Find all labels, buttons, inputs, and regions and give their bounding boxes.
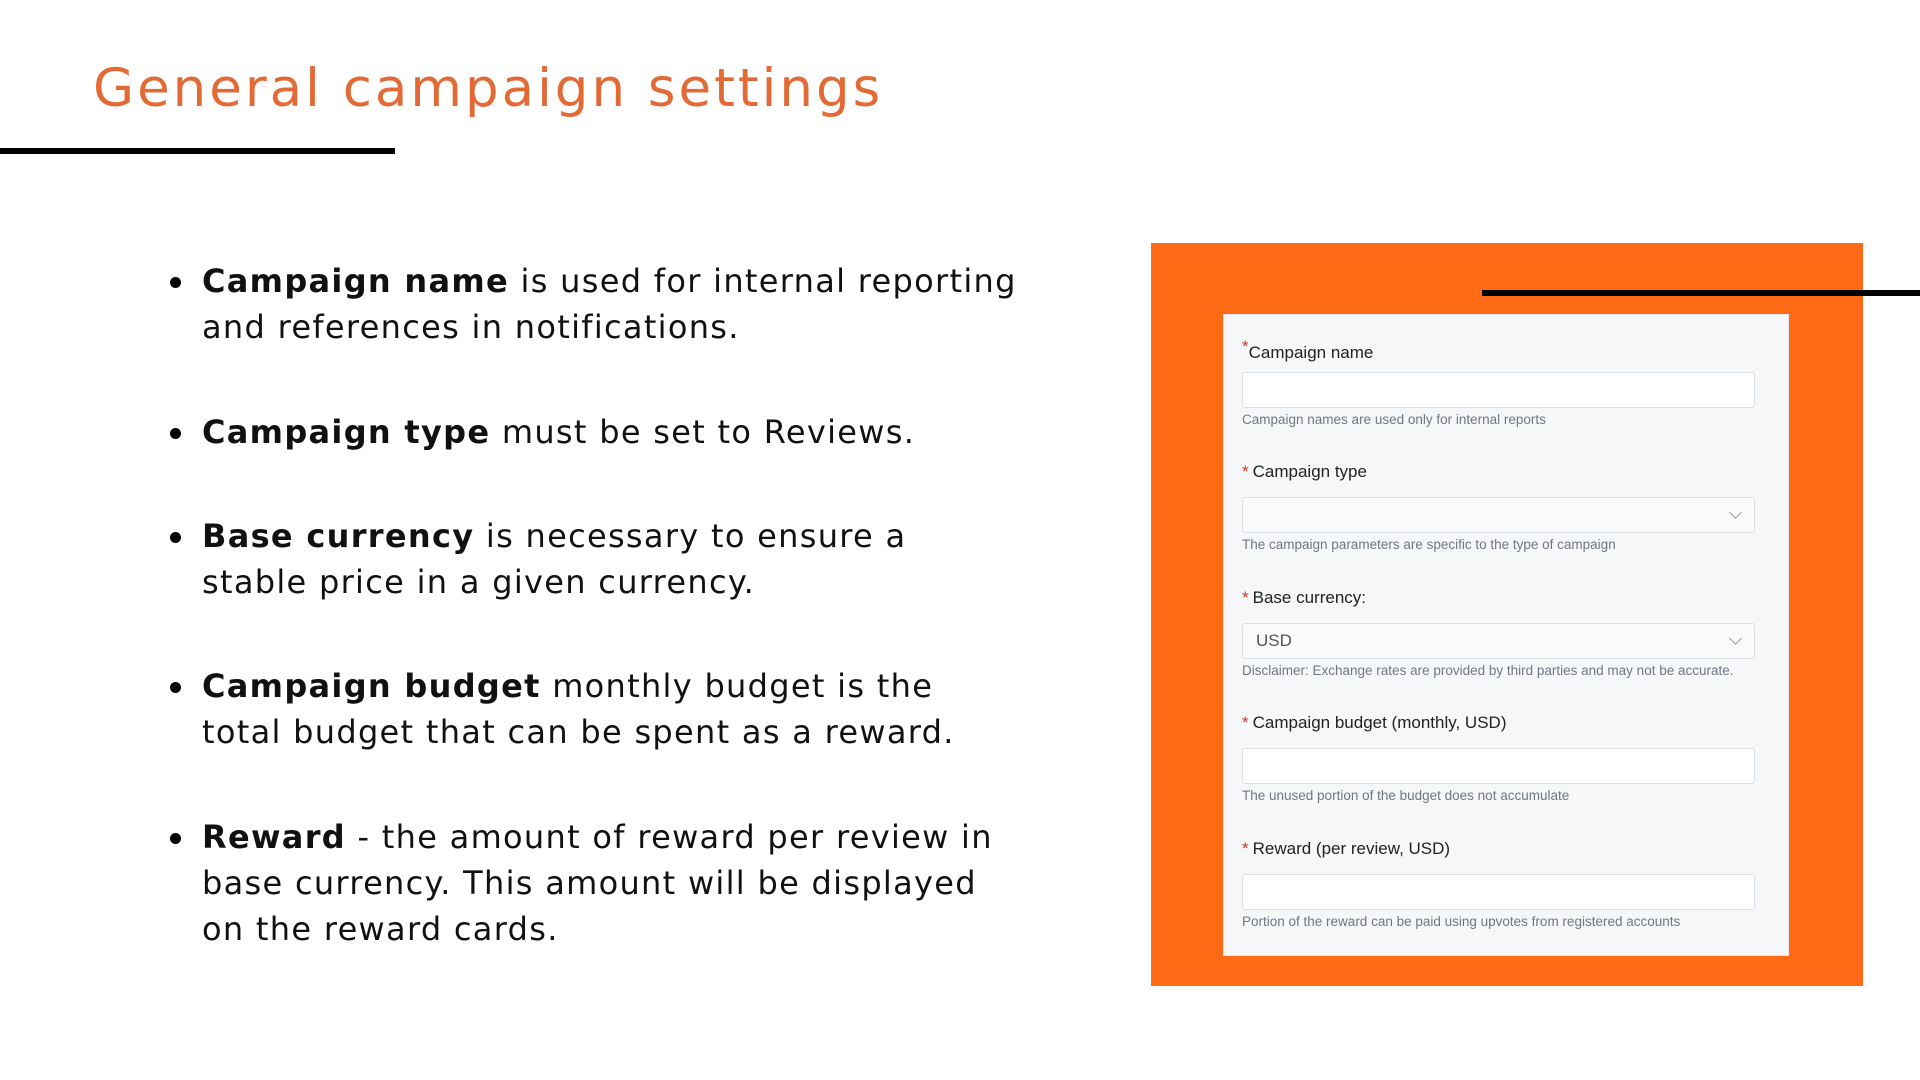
- bullet-text: is used for internal reporting and references in notifications.: [202, 262, 1017, 346]
- reward-label: Reward (per review, USD): [1252, 839, 1451, 858]
- field-label: [1242, 837, 1757, 861]
- bullet-term: Reward: [202, 818, 346, 856]
- field-base-currency: [1242, 586, 1757, 680]
- bullet-text: must be set to Reviews.: [490, 413, 916, 451]
- campaign-budget-input[interactable]: [1242, 748, 1755, 784]
- panel-accent-line: [1482, 290, 1920, 296]
- campaign-name-input[interactable]: [1242, 372, 1755, 408]
- bullet-text: is necessary to ensure a stable price in a given currency.: [202, 517, 907, 601]
- title-underline: [0, 148, 395, 154]
- required-asterisk: *: [1242, 839, 1249, 858]
- base-currency-label: Base currency:: [1252, 588, 1367, 607]
- campaign-type-label: Campaign type: [1252, 462, 1367, 481]
- field-campaign-type: [1242, 460, 1757, 554]
- bullet-term: Campaign budget: [202, 667, 541, 705]
- campaign-type-select[interactable]: [1242, 497, 1755, 533]
- base-currency-select[interactable]: [1242, 623, 1755, 659]
- bullet-reward: [170, 814, 1020, 952]
- bullet-base-currency: [170, 513, 1020, 605]
- campaign-type-help: The campaign parameters are specific to the type of campaign: [1242, 537, 1616, 552]
- base-currency-help: Disclaimer: Exchange rates are provided by third parties and may not be accurate.: [1242, 663, 1734, 678]
- field-label: [1242, 586, 1757, 610]
- bullet-campaign-name: [170, 258, 1020, 350]
- reward-help: Portion of the reward can be paid using upvotes from registered accounts: [1242, 914, 1681, 929]
- required-asterisk: *: [1242, 588, 1249, 607]
- bullet-text: monthly budget is the total budget that can be spent as a reward.: [202, 667, 955, 751]
- field-campaign-budget: [1242, 711, 1757, 805]
- bullet-campaign-type: [170, 409, 1020, 455]
- field-reward: [1242, 837, 1757, 931]
- required-asterisk: *: [1242, 462, 1249, 481]
- bullet-campaign-budget: [170, 663, 1020, 755]
- campaign-budget-help: The unused portion of the budget does not accumulate: [1242, 788, 1570, 803]
- bullet-term: Campaign name: [202, 262, 510, 300]
- bullet-term: Campaign type: [202, 413, 491, 451]
- field-label: [1242, 460, 1757, 484]
- base-currency-value: USD: [1256, 631, 1292, 650]
- chevron-down-icon: [1729, 632, 1742, 645]
- field-label: [1242, 335, 1757, 362]
- field-label: [1242, 711, 1757, 735]
- campaign-budget-label: Campaign budget (monthly, USD): [1252, 713, 1507, 732]
- campaign-settings-form: [1224, 315, 1788, 955]
- campaign-name-label: Campaign name: [1248, 343, 1374, 362]
- reward-input[interactable]: [1242, 874, 1755, 910]
- field-campaign-name: [1242, 335, 1757, 429]
- required-asterisk: *: [1242, 713, 1249, 732]
- chevron-down-icon: [1729, 506, 1742, 519]
- bullet-term: Base currency: [202, 517, 475, 555]
- campaign-name-help: Campaign names are used only for internal reports: [1242, 412, 1546, 427]
- page-title: General campaign settings: [93, 58, 884, 119]
- required-asterisk: *: [1242, 337, 1249, 356]
- bullet-text: - the amount of reward per review in base currency. This amount will be displayed on the reward cards.: [202, 818, 993, 948]
